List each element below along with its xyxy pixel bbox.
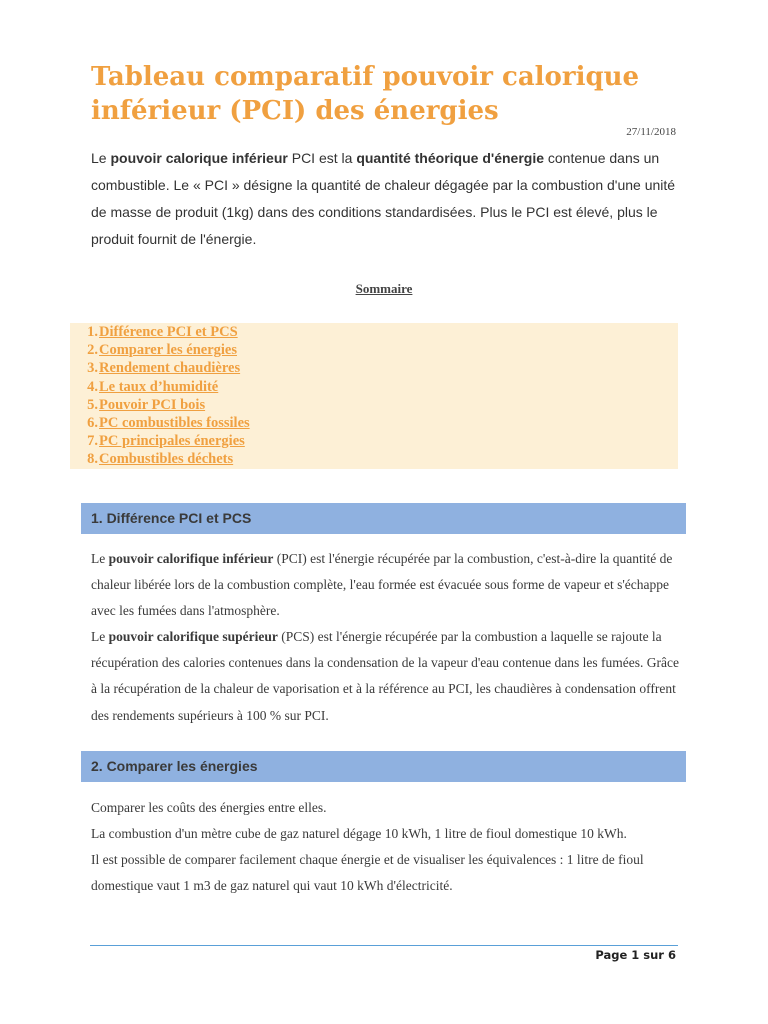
section-heading-comparer-energies: 2. Comparer les énergies	[81, 751, 686, 782]
table-of-contents	[70, 323, 678, 469]
body-text: Il est possible de comparer facilement chaque énergie et de visualiser les équivalences : 1 litre de fioul domestique vaut 1 m3 de gaz naturel qui vaut 10 kWh d'électricité.	[91, 852, 644, 894]
intro-paragraph	[91, 145, 681, 253]
sommaire-heading: Sommaire	[355, 281, 413, 296]
intro-bold-term: quantité théorique d'énergie	[356, 150, 544, 166]
body-text: (PCI) est l'énergie récupérée par la combustion, c'est-à-dire la quantité de chaleur libérée lors de la combustion complète, l'eau formée est évacuée sous forme de vapeur et s'échappe avec les fumées dans l'atmosphère.	[91, 551, 673, 619]
toc-number: 3.	[87, 360, 98, 377]
toc-link-combustibles-dechets[interactable]: Combustibles déchets	[99, 451, 234, 468]
toc-number: 8.	[87, 451, 98, 468]
intro-text: Le	[91, 150, 111, 166]
toc-link-difference-pci-pcs[interactable]: Différence PCI et PCS	[99, 324, 238, 340]
section-2-body	[91, 795, 683, 899]
body-text: Le	[91, 629, 109, 645]
toc-number: 4.	[87, 378, 98, 395]
body-text: Le	[91, 551, 109, 566]
footer-divider	[90, 945, 678, 946]
body-text: La combustion d'un mètre cube de gaz naturel dégage 10 kWh, 1 litre de fioul domestique 10 kWh.	[91, 826, 627, 842]
toc-link-pc-principales-energies[interactable]: PC principales énergies	[99, 433, 245, 450]
page-title: Tableau comparatif pouvoir calorique inférieur (PCI) des énergies	[91, 62, 640, 126]
publication-date: 27/11/2018	[626, 126, 676, 138]
toc-item	[70, 414, 678, 432]
section-1-body	[91, 546, 683, 729]
section-heading-difference-pci-pcs: 1. Différence PCI et PCS	[81, 503, 686, 534]
toc-item	[70, 432, 678, 450]
intro-text: PCI est la	[287, 150, 357, 166]
toc-number: 2.	[87, 342, 98, 359]
body-text: Comparer les coûts des énergies entre elles.	[91, 800, 327, 815]
toc-item	[70, 378, 678, 396]
bold-term: pouvoir calorifique supérieur	[108, 629, 278, 645]
toc-item	[70, 341, 678, 359]
toc-item	[70, 323, 678, 341]
toc-link-pouvoir-pci-bois[interactable]: Pouvoir PCI bois	[99, 396, 206, 413]
page-number: Page 1 sur 6	[595, 948, 676, 962]
toc-number: 6.	[87, 414, 98, 431]
toc-number: 5.	[87, 396, 98, 413]
toc-link-rendement-chaudieres[interactable]: Rendement chaudières	[99, 360, 241, 377]
toc-item	[70, 450, 678, 468]
toc-item	[70, 396, 678, 414]
bold-term: pouvoir calorifique inférieur	[108, 551, 274, 566]
toc-link-pc-combustibles-fossiles[interactable]: PC combustibles fossiles	[99, 414, 250, 431]
toc-item	[70, 359, 678, 377]
toc-number: 7.	[87, 433, 98, 450]
toc-link-comparer-energies[interactable]: Comparer les énergies	[99, 342, 237, 359]
intro-bold-term: pouvoir calorique inférieur	[110, 150, 288, 166]
intro-text: contenue dans un combustible. Le « PCI » désigne la quantité de chaleur dégagée par la combustion d'une unité de masse de produit (1kg) dans des conditions standardisées. Plus le PCI est élevé, plus le produit fournit de l'énergie.	[91, 150, 676, 247]
body-text: (PCS) est l'énergie récupérée par la combustion a laquelle se rajoute la récupération des calories contenues dans la condensation de la vapeur d'eau contenue dans les fumées. Grâce à la récupération de la chaleur de vaporisation et à la référence au PCI, les chaudières à condensation offrent des rendements supérieurs à 100 % sur PCI.	[91, 629, 679, 723]
toc-link-taux-humidite[interactable]: Le taux d’humidité	[99, 378, 219, 395]
toc-number: 1.	[87, 324, 98, 340]
